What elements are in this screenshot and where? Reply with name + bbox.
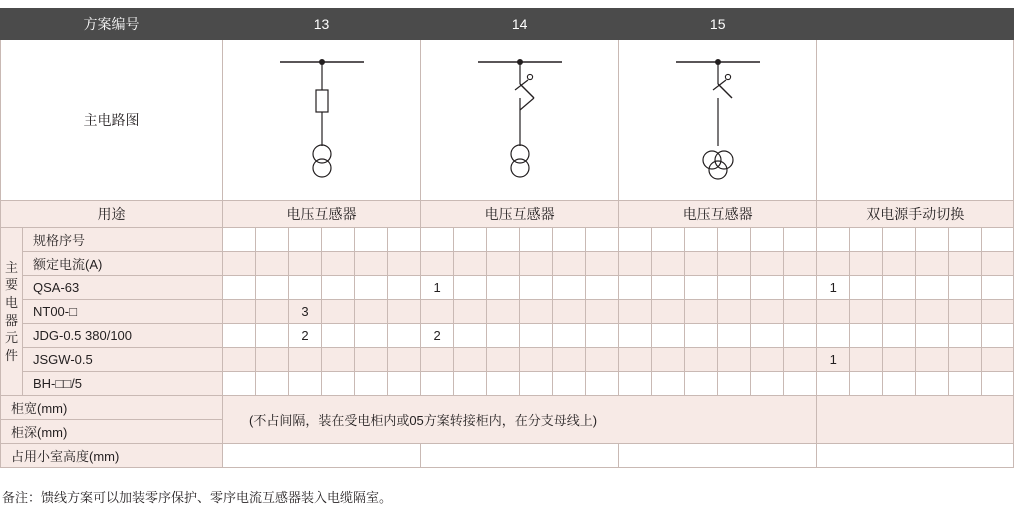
cell-4-19 <box>850 324 883 348</box>
cell-2-16 <box>751 276 784 300</box>
cell-5-17 <box>784 348 817 372</box>
header-scheme-13: 13 <box>223 9 421 40</box>
cell-1-10 <box>553 252 586 276</box>
cell-5-11 <box>586 348 619 372</box>
cell-1-6 <box>421 252 454 276</box>
cell-2-21 <box>916 276 949 300</box>
cell-6-2 <box>289 372 322 396</box>
cell-6-17 <box>784 372 817 396</box>
cell-0-4 <box>355 228 388 252</box>
cell-1-1 <box>256 252 289 276</box>
cell-5-9 <box>520 348 553 372</box>
cell-2-12 <box>619 276 652 300</box>
usage-row-label: 用途 <box>1 201 223 228</box>
dimension-height-13 <box>223 444 421 468</box>
cell-4-2: 2 <box>289 324 322 348</box>
cell-2-23 <box>982 276 1014 300</box>
component-row-5 <box>1 348 1014 372</box>
component-row-3 <box>1 300 1014 324</box>
cell-4-18 <box>817 324 850 348</box>
cell-1-3 <box>322 252 355 276</box>
cell-3-5 <box>388 300 421 324</box>
diagram-row-label: 主电路图 <box>1 40 223 201</box>
cell-0-15 <box>718 228 751 252</box>
diagram-row <box>1 40 1014 201</box>
cell-1-23 <box>982 252 1014 276</box>
cell-4-11 <box>586 324 619 348</box>
cell-2-17 <box>784 276 817 300</box>
cell-1-14 <box>685 252 718 276</box>
header-scheme-blank <box>817 9 1014 40</box>
cell-1-13 <box>652 252 685 276</box>
component-row-4 <box>1 324 1014 348</box>
cell-6-6 <box>421 372 454 396</box>
cell-3-15 <box>718 300 751 324</box>
cell-2-19 <box>850 276 883 300</box>
cell-0-12 <box>619 228 652 252</box>
dimension-row-width <box>1 396 1014 420</box>
cell-0-2 <box>289 228 322 252</box>
usage-value-13: 电压互感器 <box>223 201 421 228</box>
row-label-4: JDG-0.5 380/100 <box>23 324 223 348</box>
cell-5-3 <box>322 348 355 372</box>
row-label-5: JSGW-0.5 <box>23 348 223 372</box>
cell-0-13 <box>652 228 685 252</box>
cell-0-23 <box>982 228 1014 252</box>
cell-4-3 <box>322 324 355 348</box>
cell-6-19 <box>850 372 883 396</box>
row-label-0: 规格序号 <box>23 228 223 252</box>
cell-6-21 <box>916 372 949 396</box>
cell-4-22 <box>949 324 982 348</box>
cell-4-5 <box>388 324 421 348</box>
cell-1-17 <box>784 252 817 276</box>
cell-3-11 <box>586 300 619 324</box>
cell-3-20 <box>883 300 916 324</box>
cell-1-18 <box>817 252 850 276</box>
header-scheme-14: 14 <box>421 9 619 40</box>
cell-0-9 <box>520 228 553 252</box>
cell-4-23 <box>982 324 1014 348</box>
dimension-label-height: 占用小室高度(mm) <box>1 444 223 468</box>
cell-3-19 <box>850 300 883 324</box>
cell-3-23 <box>982 300 1014 324</box>
cell-6-23 <box>982 372 1014 396</box>
cell-0-16 <box>751 228 784 252</box>
cell-3-22 <box>949 300 982 324</box>
cell-2-20 <box>883 276 916 300</box>
cell-0-7 <box>454 228 487 252</box>
cell-4-12 <box>619 324 652 348</box>
cell-3-16 <box>751 300 784 324</box>
cell-2-1 <box>256 276 289 300</box>
cell-0-1 <box>256 228 289 252</box>
dimension-note: (不占间隔，装在受电柜内或05方案转接柜内，在分支母线上) <box>223 396 817 444</box>
cell-4-7 <box>454 324 487 348</box>
header-scheme-15: 15 <box>619 9 817 40</box>
cell-6-1 <box>256 372 289 396</box>
cell-2-10 <box>553 276 586 300</box>
cell-5-4 <box>355 348 388 372</box>
cell-4-9 <box>520 324 553 348</box>
cell-5-13 <box>652 348 685 372</box>
cell-3-12 <box>619 300 652 324</box>
cell-5-1 <box>256 348 289 372</box>
cell-2-0 <box>223 276 256 300</box>
usage-value-14: 电压互感器 <box>421 201 619 228</box>
cell-2-4 <box>355 276 388 300</box>
cell-4-21 <box>916 324 949 348</box>
diagram-cell-13 <box>223 40 421 201</box>
diagram-cell-14 <box>421 40 619 201</box>
cell-2-18: 1 <box>817 276 850 300</box>
dimension-height-blank <box>817 444 1014 468</box>
footer-note: 备注：馈线方案可以加装零序保护、零序电流互感器装入电缆隔室。 <box>2 490 393 505</box>
dimension-height-14 <box>421 444 619 468</box>
cell-5-8 <box>487 348 520 372</box>
cell-1-20 <box>883 252 916 276</box>
cell-1-5 <box>388 252 421 276</box>
table-header-row <box>1 9 1014 40</box>
cell-6-4 <box>355 372 388 396</box>
cell-4-10 <box>553 324 586 348</box>
cell-5-16 <box>751 348 784 372</box>
cell-1-8 <box>487 252 520 276</box>
cell-6-13 <box>652 372 685 396</box>
cell-6-9 <box>520 372 553 396</box>
cell-3-8 <box>487 300 520 324</box>
cell-5-0 <box>223 348 256 372</box>
cell-3-7 <box>454 300 487 324</box>
dimension-row-height <box>1 444 1014 468</box>
cell-0-8 <box>487 228 520 252</box>
cell-4-13 <box>652 324 685 348</box>
cell-6-12 <box>619 372 652 396</box>
cell-0-19 <box>850 228 883 252</box>
cell-2-7 <box>454 276 487 300</box>
cell-6-18 <box>817 372 850 396</box>
header-scheme-label: 方案编号 <box>1 9 223 40</box>
usage-value-15: 电压互感器 <box>619 201 817 228</box>
circuit-diagram-14-icon <box>460 50 580 190</box>
cell-0-11 <box>586 228 619 252</box>
circuit-diagram-15-icon <box>658 50 778 190</box>
cell-5-22 <box>949 348 982 372</box>
component-row-2 <box>1 276 1014 300</box>
cell-1-7 <box>454 252 487 276</box>
cell-3-0 <box>223 300 256 324</box>
cell-6-11 <box>586 372 619 396</box>
side-label-main-components: 主 要 电 器 元 件 <box>1 228 23 396</box>
cell-4-6: 2 <box>421 324 454 348</box>
row-label-2: QSA-63 <box>23 276 223 300</box>
diagram-cell-15 <box>619 40 817 201</box>
cell-5-10 <box>553 348 586 372</box>
cell-2-5 <box>388 276 421 300</box>
cell-1-16 <box>751 252 784 276</box>
cell-4-4 <box>355 324 388 348</box>
cell-3-14 <box>685 300 718 324</box>
cell-3-6 <box>421 300 454 324</box>
cell-0-10 <box>553 228 586 252</box>
cell-0-0 <box>223 228 256 252</box>
cell-2-8 <box>487 276 520 300</box>
cell-2-3 <box>322 276 355 300</box>
cell-6-3 <box>322 372 355 396</box>
cell-1-2 <box>289 252 322 276</box>
cell-0-22 <box>949 228 982 252</box>
cell-3-17 <box>784 300 817 324</box>
cell-3-3 <box>322 300 355 324</box>
cell-3-9 <box>520 300 553 324</box>
cell-5-2 <box>289 348 322 372</box>
cell-3-21 <box>916 300 949 324</box>
cell-6-16 <box>751 372 784 396</box>
cell-0-5 <box>388 228 421 252</box>
cell-4-17 <box>784 324 817 348</box>
cell-5-6 <box>421 348 454 372</box>
cell-6-20 <box>883 372 916 396</box>
cell-4-20 <box>883 324 916 348</box>
cell-0-18 <box>817 228 850 252</box>
cell-1-15 <box>718 252 751 276</box>
dimension-label-width: 柜宽(mm) <box>1 396 223 420</box>
cell-4-1 <box>256 324 289 348</box>
usage-value-blank: 双电源手动切换 <box>817 201 1014 228</box>
diagram-cell-blank <box>817 40 1014 201</box>
dimension-blank-width <box>817 396 1014 444</box>
cell-5-18: 1 <box>817 348 850 372</box>
dimension-label-depth: 柜深(mm) <box>1 420 223 444</box>
cell-5-15 <box>718 348 751 372</box>
cell-5-20 <box>883 348 916 372</box>
dimension-height-15 <box>619 444 817 468</box>
component-row-6 <box>1 372 1014 396</box>
cell-6-5 <box>388 372 421 396</box>
cell-0-21 <box>916 228 949 252</box>
cell-0-3 <box>322 228 355 252</box>
cell-6-10 <box>553 372 586 396</box>
cell-6-14 <box>685 372 718 396</box>
cell-6-7 <box>454 372 487 396</box>
cell-5-23 <box>982 348 1014 372</box>
cell-5-14 <box>685 348 718 372</box>
component-row-0 <box>1 228 1014 252</box>
cell-0-20 <box>883 228 916 252</box>
cell-1-21 <box>916 252 949 276</box>
cell-0-17 <box>784 228 817 252</box>
cell-5-12 <box>619 348 652 372</box>
cell-3-10 <box>553 300 586 324</box>
cell-5-19 <box>850 348 883 372</box>
cell-6-22 <box>949 372 982 396</box>
cell-2-9 <box>520 276 553 300</box>
row-label-6: BH-□□/5 <box>23 372 223 396</box>
cell-5-5 <box>388 348 421 372</box>
cell-1-19 <box>850 252 883 276</box>
cell-5-7 <box>454 348 487 372</box>
cell-3-2: 3 <box>289 300 322 324</box>
usage-row <box>1 201 1014 228</box>
row-label-1: 额定电流(A) <box>23 252 223 276</box>
cell-2-22 <box>949 276 982 300</box>
cell-2-15 <box>718 276 751 300</box>
circuit-diagram-13-icon <box>262 50 382 190</box>
cell-1-22 <box>949 252 982 276</box>
cell-1-0 <box>223 252 256 276</box>
cell-4-8 <box>487 324 520 348</box>
cell-2-11 <box>586 276 619 300</box>
cell-1-12 <box>619 252 652 276</box>
cell-5-21 <box>916 348 949 372</box>
cell-2-2 <box>289 276 322 300</box>
cell-0-6 <box>421 228 454 252</box>
cell-3-4 <box>355 300 388 324</box>
cell-6-15 <box>718 372 751 396</box>
cell-2-6: 1 <box>421 276 454 300</box>
cell-3-13 <box>652 300 685 324</box>
scheme-table <box>0 8 1014 468</box>
cell-3-1 <box>256 300 289 324</box>
cell-1-9 <box>520 252 553 276</box>
cell-4-15 <box>718 324 751 348</box>
cell-4-16 <box>751 324 784 348</box>
cell-3-18 <box>817 300 850 324</box>
component-row-1 <box>1 252 1014 276</box>
cell-4-0 <box>223 324 256 348</box>
cell-1-11 <box>586 252 619 276</box>
cell-2-14 <box>685 276 718 300</box>
cell-6-8 <box>487 372 520 396</box>
cell-6-0 <box>223 372 256 396</box>
row-label-3: NT00-□ <box>23 300 223 324</box>
cell-1-4 <box>355 252 388 276</box>
cell-2-13 <box>652 276 685 300</box>
cell-4-14 <box>685 324 718 348</box>
cell-0-14 <box>685 228 718 252</box>
